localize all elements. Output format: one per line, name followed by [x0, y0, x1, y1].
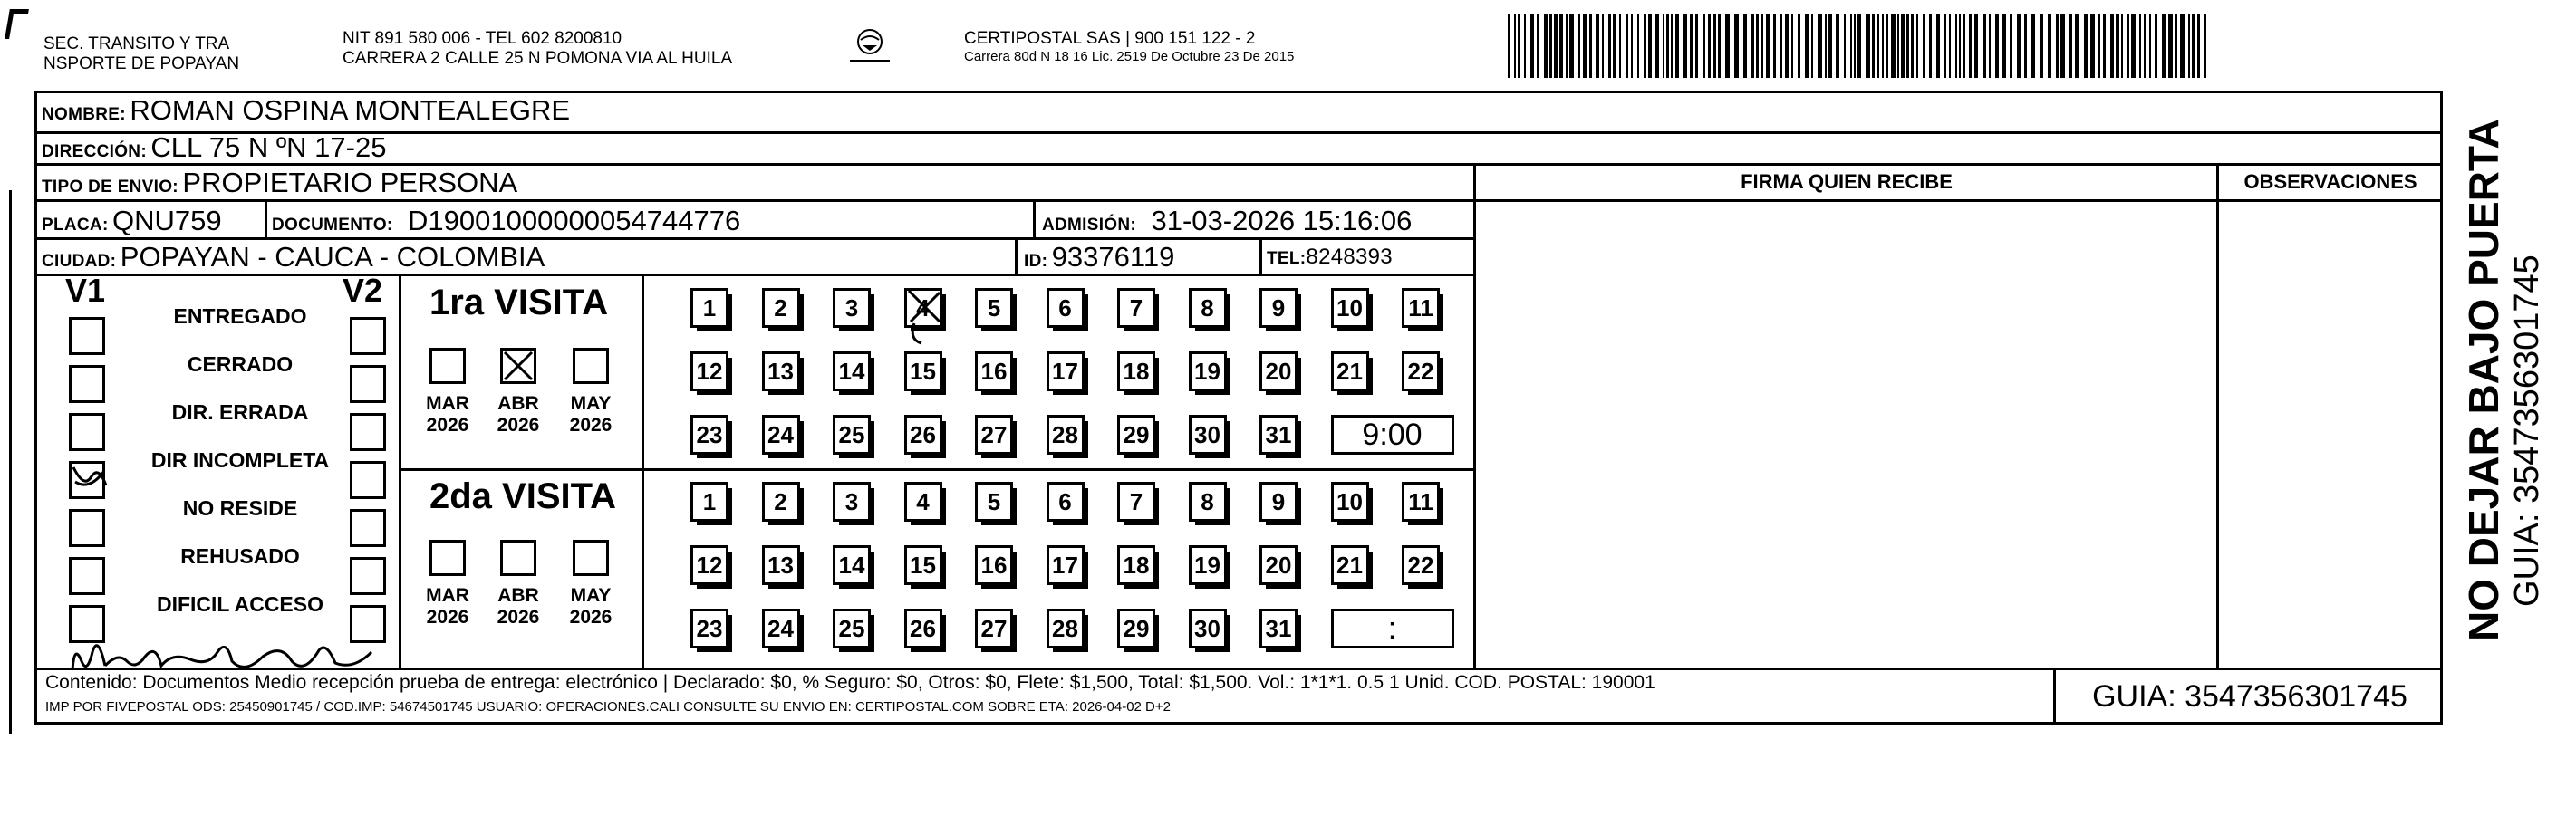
barcode-bar	[2204, 14, 2206, 78]
barcode-bar	[1886, 14, 1888, 78]
month-label	[491, 393, 545, 437]
side-warning: NO DEJAR BAJO PUERTA	[2460, 119, 2507, 641]
day-box[interactable]: 20	[1259, 545, 1298, 585]
day-box[interactable]: 22	[1402, 351, 1440, 391]
admision-cell	[1042, 205, 1412, 237]
day-box[interactable]: 23	[690, 415, 728, 455]
barcode-bar	[1566, 14, 1568, 78]
tel-cell	[1267, 245, 1393, 270]
day-box[interactable]: 19	[1189, 351, 1227, 391]
v1-checkbox[interactable]	[69, 509, 105, 547]
documento-cell	[272, 205, 740, 237]
day-box[interactable]: 14	[833, 545, 871, 585]
barcode-bar	[1596, 14, 1599, 78]
firma-divider	[1473, 163, 1476, 668]
day-box[interactable]: 24	[762, 415, 800, 455]
barcode-bar	[1773, 14, 1776, 78]
nit-line: NIT 891 580 006 - TEL 602 8200810	[343, 29, 622, 48]
id-cell	[1024, 241, 1174, 274]
barcode-bar	[1936, 14, 1940, 78]
nombre-label: NOMBRE:	[42, 105, 126, 124]
id-label: ID:	[1024, 252, 1048, 271]
placa-divider	[265, 199, 267, 237]
tipo-value: PROPIETARIO PERSONA	[182, 167, 518, 198]
barcode	[1508, 14, 2207, 78]
tel-value: 8248393	[1306, 245, 1393, 269]
admision-value: 31-03-2026 15:16:06	[1151, 205, 1413, 236]
footer-guia: GUIA: 3547356301745	[2092, 679, 2407, 714]
barcode-bar	[2010, 14, 2012, 78]
barcode-bar	[1944, 14, 1946, 78]
barcode-bar	[2168, 14, 2173, 78]
barcode-bar	[1811, 14, 1813, 78]
month-checkbox[interactable]	[573, 348, 609, 384]
day-box[interactable]: 17	[1047, 351, 1085, 391]
day-box[interactable]: 9	[1259, 288, 1298, 328]
barcode-bar	[2188, 14, 2190, 78]
reason-label: REHUSADO	[180, 544, 300, 568]
barcode-bar	[1695, 14, 1698, 78]
barcode-bar	[1690, 14, 1693, 78]
v1-checkbox[interactable]	[69, 557, 105, 595]
day-box[interactable]: 21	[1331, 545, 1369, 585]
v2-checkbox[interactable]	[350, 413, 386, 451]
day-box[interactable]: 12	[690, 351, 728, 391]
barcode-bar	[1857, 14, 1861, 78]
barcode-bar	[1825, 14, 1827, 78]
tel-divider	[1259, 237, 1262, 274]
barcode-bar	[1949, 14, 1951, 78]
barcode-bar	[1791, 14, 1793, 78]
day-box[interactable]: 28	[1047, 609, 1085, 648]
visit-separator	[399, 468, 1473, 471]
day-box[interactable]: 1	[690, 288, 728, 328]
day-box[interactable]: 13	[762, 351, 800, 391]
day-box[interactable]: 24	[762, 609, 800, 648]
day-box[interactable]: 4	[904, 288, 942, 328]
barcode-bar	[1554, 14, 1558, 78]
day-box[interactable]: 28	[1047, 415, 1085, 455]
day-box[interactable]: 29	[1117, 609, 1155, 648]
barcode-bar	[1589, 14, 1592, 78]
barcode-bar	[2069, 14, 2072, 78]
barcode-bar	[1602, 14, 1604, 78]
day-box[interactable]: 2	[762, 482, 800, 522]
month-name: MAY	[570, 393, 612, 414]
day-box[interactable]: 19	[1189, 545, 1227, 585]
barcode-bar	[2144, 14, 2146, 78]
x-mark-icon	[905, 287, 945, 351]
barcode-bar	[1929, 14, 1932, 78]
v1-checkbox[interactable]	[69, 365, 105, 403]
barcode-bar	[2075, 14, 2079, 78]
month-checkbox[interactable]	[573, 540, 609, 576]
day-box[interactable]: 25	[833, 415, 871, 455]
carrier-address: Carrera 80d N 18 16 Lic. 2519 De Octubre 23 De 2015	[964, 49, 1295, 64]
month-year: 2026	[497, 415, 540, 436]
day-box[interactable]: 26	[904, 415, 942, 455]
day-box[interactable]: 21	[1331, 351, 1369, 391]
month-name: ABR	[497, 393, 539, 414]
barcode-bar	[2139, 14, 2141, 78]
day-box[interactable]: 5	[975, 288, 1013, 328]
barcode-bar	[1683, 14, 1687, 78]
month-checkbox[interactable]	[500, 348, 536, 384]
barcode-bar	[1995, 14, 1999, 78]
reason-label: CERRADO	[187, 352, 294, 376]
barcode-bar	[1663, 14, 1664, 78]
barcode-bar	[1785, 14, 1789, 78]
month-name: MAR	[426, 393, 469, 414]
documento-label: DOCUMENTO:	[272, 216, 393, 235]
signature	[54, 625, 399, 679]
day-box[interactable]: 12	[690, 545, 728, 585]
month-label	[491, 585, 545, 629]
day-box[interactable]: 15	[904, 351, 942, 391]
barcode-bar	[1974, 14, 1978, 78]
day-box[interactable]: 14	[833, 351, 871, 391]
barcode-bar	[1969, 14, 1972, 78]
day-box[interactable]: 22	[1402, 545, 1440, 585]
footer-contenido: Contenido: Documentos Medio recepción prueba de entrega: electrónico | Declarado: $0, % Seguro: $0, Otros: $0, Flete: $1,500, Total: $1,500. Vol.: 1*1*1. 0.5 1 Unid. COD. POSTAL: 190001	[45, 672, 1655, 693]
barcode-bar	[1666, 14, 1669, 78]
footer-guia-divider	[2053, 668, 2056, 725]
barcode-bar	[1906, 14, 1909, 78]
day-box[interactable]: 4	[904, 482, 942, 522]
barcode-bar	[1626, 14, 1628, 78]
barcode-bar	[1613, 14, 1616, 78]
reason-label: NO RESIDE	[182, 496, 298, 520]
barcode-bar	[2175, 14, 2177, 78]
ciudad-value: POPAYAN - CAUCA - COLOMBIA	[120, 241, 545, 273]
barcode-bar	[1569, 14, 1574, 78]
barcode-bar	[1916, 14, 1918, 78]
day-box[interactable]: 6	[1047, 288, 1085, 328]
certipostal-logo	[848, 27, 892, 67]
month-checkbox[interactable]	[500, 540, 536, 576]
v1-header: V1	[65, 272, 106, 309]
day-box[interactable]: 7	[1117, 482, 1155, 522]
day-box[interactable]: 26	[904, 609, 942, 648]
barcode-bar	[1761, 14, 1763, 78]
left-margin-mark	[9, 190, 12, 734]
visit1-title: 1ra VISITA	[429, 283, 609, 322]
corner-mark	[5, 9, 29, 39]
barcode-bar	[1675, 14, 1679, 78]
barcode-bar	[2149, 14, 2151, 78]
barcode-bar	[1923, 14, 1925, 78]
barcode-bar	[1766, 14, 1770, 78]
barcode-bar	[2121, 14, 2123, 78]
barcode-bar	[1866, 14, 1870, 78]
barcode-bar	[1836, 14, 1839, 78]
nombre-value: ROMAN OSPINA MONTEALEGRE	[130, 94, 571, 126]
barcode-bar	[1756, 14, 1759, 78]
day-box[interactable]: 27	[975, 609, 1013, 648]
reason-label: DIR. ERRADA	[171, 400, 309, 424]
barcode-bar	[2090, 14, 2095, 78]
barcode-bar	[2131, 14, 2136, 78]
barcode-bar	[2103, 14, 2106, 78]
barcode-bar	[1637, 14, 1639, 78]
day-box[interactable]: 30	[1189, 609, 1227, 648]
admision-divider	[1033, 199, 1036, 237]
month-name: MAY	[570, 585, 612, 606]
barcode-bar	[2110, 14, 2114, 78]
placa-cell	[42, 205, 222, 237]
barcode-bar	[1901, 14, 1905, 78]
barcode-bar	[2017, 14, 2021, 78]
month-year: 2026	[497, 607, 540, 628]
barcode-bar	[2002, 14, 2006, 78]
address-line: CARRERA 2 CALLE 25 N POMONA VIA AL HUILA	[343, 49, 733, 68]
barcode-bar	[1877, 14, 1879, 78]
barcode-bar	[2048, 14, 2051, 78]
time-box[interactable]: 9:00	[1331, 415, 1454, 455]
barcode-bar	[2060, 14, 2065, 78]
month-label	[564, 585, 618, 629]
day-box[interactable]: 16	[975, 351, 1013, 391]
barcode-bar	[1989, 14, 1991, 78]
barcode-bar	[1583, 14, 1587, 78]
month-name: MAR	[426, 585, 469, 606]
day-box[interactable]: 11	[1402, 288, 1440, 328]
barcode-bar	[1780, 14, 1782, 78]
tel-label: TEL:	[1267, 249, 1307, 268]
visit2-title: 2da VISITA	[429, 476, 616, 516]
barcode-bar	[1524, 14, 1526, 78]
barcode-bar	[1850, 14, 1852, 78]
month-label	[564, 393, 618, 437]
v2-header: V2	[343, 272, 383, 309]
day-box[interactable]: 27	[975, 415, 1013, 455]
barcode-bar	[2197, 14, 2200, 78]
barcode-bar	[1798, 14, 1800, 78]
barcode-bar	[1818, 14, 1822, 78]
reason-label: DIR INCOMPLETA	[150, 448, 330, 472]
barcode-bar	[1544, 14, 1548, 78]
row-line	[34, 163, 2443, 166]
admision-label: ADMISIÓN:	[1042, 216, 1137, 235]
barcode-bar	[1828, 14, 1832, 78]
row-line	[34, 131, 2443, 134]
id-divider	[1015, 237, 1018, 274]
direccion-row	[42, 131, 386, 164]
barcode-bar	[1537, 14, 1539, 78]
nombre-row	[42, 94, 570, 127]
barcode-bar	[1608, 14, 1611, 78]
day-box[interactable]: 31	[1259, 609, 1298, 648]
barcode-bar	[1518, 14, 1520, 78]
ciudad-cell	[42, 241, 545, 274]
observaciones-header: OBSERVACIONES	[2243, 170, 2417, 193]
month-checkbox[interactable]	[429, 540, 466, 576]
barcode-bar	[1559, 14, 1563, 78]
reason-label: DIFICIL ACCESO	[156, 592, 323, 616]
barcode-bar	[1805, 14, 1809, 78]
tipo-label: TIPO DE ENVIO:	[42, 178, 178, 197]
month-year: 2026	[426, 415, 469, 436]
barcode-bar	[1963, 14, 1965, 78]
barcode-bar	[2192, 14, 2195, 78]
barcode-bar	[1708, 14, 1711, 78]
barcode-bar	[1872, 14, 1875, 78]
day-box[interactable]: 6	[1047, 482, 1085, 522]
v1-checkbox[interactable]	[69, 317, 105, 355]
v1-checkbox[interactable]	[69, 413, 105, 451]
day-box[interactable]: 11	[1402, 482, 1440, 522]
side-guia: GUIA: 3547356301745	[2508, 255, 2546, 607]
day-box[interactable]: 9	[1259, 482, 1298, 522]
v2-checkbox[interactable]	[350, 509, 386, 547]
month-name: ABR	[497, 585, 539, 606]
barcode-bar	[1959, 14, 1961, 78]
month-label	[420, 393, 475, 437]
v2-checkbox[interactable]	[350, 317, 386, 355]
month-label	[420, 585, 475, 629]
v1-checkbox[interactable]	[69, 461, 105, 499]
day-box[interactable]: 2	[762, 288, 800, 328]
day-box[interactable]: 8	[1189, 288, 1227, 328]
barcode-bar	[1844, 14, 1846, 78]
v2-checkbox[interactable]	[350, 557, 386, 595]
barcode-bar	[2084, 14, 2088, 78]
barcode-bar	[1644, 14, 1646, 78]
ciudad-label: CIUDAD:	[42, 252, 117, 271]
day-box[interactable]: 1	[690, 482, 728, 522]
barcode-bar	[1725, 14, 1730, 78]
barcode-bar	[1718, 14, 1721, 78]
month-checkbox[interactable]	[429, 348, 466, 384]
barcode-bar	[1530, 14, 1534, 78]
month-year: 2026	[569, 415, 613, 436]
barcode-bar	[1631, 14, 1633, 78]
day-box[interactable]: 3	[833, 288, 871, 328]
day-box[interactable]: 13	[762, 545, 800, 585]
day-box[interactable]: 18	[1117, 351, 1155, 391]
direccion-value: CLL 75 N ºN 17-25	[150, 131, 387, 163]
barcode-bar	[1703, 14, 1705, 78]
day-box[interactable]: 5	[975, 482, 1013, 522]
day-box[interactable]: 31	[1259, 415, 1298, 455]
tipo-row	[42, 167, 517, 199]
barcode-bar	[1549, 14, 1552, 78]
barcode-bar	[1619, 14, 1621, 78]
obs-divider	[2216, 163, 2219, 668]
barcode-bar	[2040, 14, 2043, 78]
barcode-bar	[2116, 14, 2119, 78]
day-box[interactable]: 29	[1117, 415, 1155, 455]
barcode-bar	[1734, 14, 1739, 78]
barcode-bar	[1751, 14, 1754, 78]
barcode-bar	[1882, 14, 1884, 78]
day-box[interactable]: 7	[1117, 288, 1155, 328]
barcode-bar	[1508, 14, 1510, 78]
direccion-label: DIRECCIÓN:	[42, 142, 147, 161]
barcode-bar	[1671, 14, 1673, 78]
sender-name: SEC. TRANSITO Y TRA NSPORTE DE POPAYAN	[43, 34, 240, 73]
barcode-bar	[2155, 14, 2157, 78]
day-box[interactable]: 30	[1189, 415, 1227, 455]
month-year: 2026	[426, 607, 469, 628]
reason-label: ENTREGADO	[173, 304, 307, 328]
barcode-bar	[2098, 14, 2100, 78]
barcode-bar	[1743, 14, 1747, 78]
day-box[interactable]: 17	[1047, 545, 1085, 585]
x-mark-icon	[503, 351, 534, 381]
barcode-bar	[1854, 14, 1856, 78]
day-box[interactable]: 8	[1189, 482, 1227, 522]
firma-header: FIRMA QUIEN RECIBE	[1741, 170, 1953, 193]
barcode-bar	[2031, 14, 2035, 78]
check-mark-icon	[72, 464, 108, 500]
barcode-bar	[1713, 14, 1716, 78]
day-box[interactable]: 3	[833, 482, 871, 522]
day-box[interactable]: 10	[1331, 482, 1369, 522]
barcode-bar	[1983, 14, 1986, 78]
placa-label: PLACA:	[42, 216, 109, 235]
barcode-bar	[1955, 14, 1957, 78]
barcode-bar	[1648, 14, 1652, 78]
v2-checkbox[interactable]	[350, 365, 386, 403]
sender-info	[343, 29, 732, 69]
day-box[interactable]: 23	[690, 609, 728, 648]
barcode-bar	[2056, 14, 2059, 78]
barcode-bar	[1911, 14, 1914, 78]
time-box[interactable]: :	[1331, 609, 1454, 648]
barcode-bar	[1897, 14, 1899, 78]
day-box[interactable]: 10	[1331, 288, 1369, 328]
row-line	[34, 274, 1475, 276]
carrier-name: CERTIPOSTAL SAS | 900 151 122 - 2	[964, 29, 1256, 48]
day-box[interactable]: 18	[1117, 545, 1155, 585]
documento-value: D19001000000054744776	[408, 205, 741, 236]
day-box[interactable]: 25	[833, 609, 871, 648]
carrier-info	[964, 29, 1294, 65]
barcode-bar	[1514, 14, 1516, 78]
month-year: 2026	[569, 607, 613, 628]
v2-checkbox[interactable]	[350, 461, 386, 499]
id-value: 93376119	[1051, 241, 1175, 273]
day-box[interactable]: 20	[1259, 351, 1298, 391]
barcode-bar	[1891, 14, 1896, 78]
day-box[interactable]: 15	[904, 545, 942, 585]
barcode-bar	[2180, 14, 2185, 78]
day-box[interactable]: 16	[975, 545, 1013, 585]
row-line	[34, 199, 2443, 202]
placa-value: QNU759	[112, 205, 222, 236]
barcode-bar	[2024, 14, 2027, 78]
barcode-bar	[1578, 14, 1580, 78]
barcode-bar	[1655, 14, 1659, 78]
barcode-bar	[2162, 14, 2166, 78]
footer-imp: IMP POR FIVEPOSTAL ODS: 25450901745 / COD.IMP: 54674501745 USUARIO: OPERACIONES.CALI CONSULTE SU ENVIO EN: CERTIPOSTAL.COM SOBRE ETA: 2026-04-02 D+2	[45, 699, 1171, 715]
barcode-bar	[2127, 14, 2129, 78]
